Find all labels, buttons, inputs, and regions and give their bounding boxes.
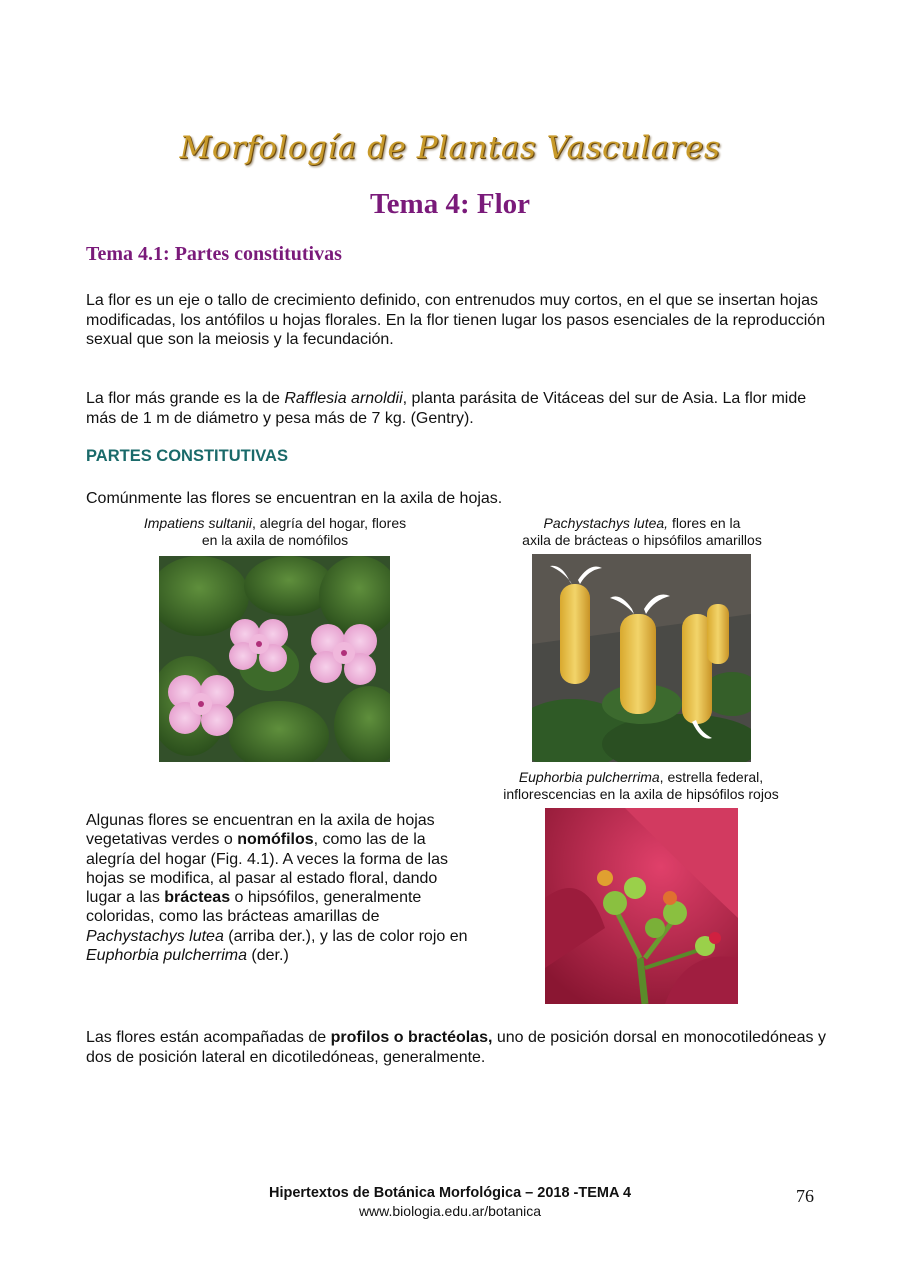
lead-paragraph: Comúnmente las flores se encuentran en la axila de hojas.: [86, 490, 503, 507]
page-title: Tema 4: Flor: [369, 188, 530, 220]
subtitle: Tema 4.1: Partes constitutivas: [86, 243, 342, 265]
pachystachys-photo: [532, 554, 751, 762]
side-paragraph: Algunas flores se encuentran en la axila de hojas vegetativas verdes o nomófilos, como las de la alegría del hogar (Fig. 4.1). A veces la forma de las hojas se modifica, al pasar al estado floral, dando lugar a las brácteas o hipsófilos, generalmente coloridas, como las brácteas amarillas de Pachystachys lutea (arriba der.), y las de color rojo en Euphorbia pulcherrima (der.): [86, 812, 468, 965]
section-heading: PARTES CONSTITUTIVAS: [86, 447, 288, 465]
intro-paragraph-1: La flor es un eje o tallo de crecimiento definido, con entrenudos muy cortos, en el que se insertan hojas modificadas, los antófilos u hojas florales. En la flor tienen lugar los pasos esenciales de la reproducción sexual que son la meiosis y la fecundación.: [86, 292, 826, 348]
banner-logo: Morfología de Plantas Vasculares: [179, 130, 721, 166]
footer-url[interactable]: www.biologia.edu.ar/botanica: [358, 1203, 542, 1219]
impatiens-photo: [159, 556, 390, 762]
figure-caption-euphorbia: Euphorbia pulcherrima, estrella federal, inflorescencias en la axila de hipsófilos rojos: [503, 769, 779, 802]
footer-title: Hipertextos de Botánica Morfológica – 2018 -TEMA 4: [268, 1185, 632, 1201]
species-name: Rafflesia arnoldii: [284, 390, 403, 407]
figure-caption-impatiens: Impatiens sultanii, alegría del hogar, flores en la axila de nomófilos: [143, 515, 407, 548]
figure-caption-pachystachys: Pachystachys lutea, flores en la axila de brácteas o hipsófilos amarillos: [522, 515, 762, 548]
page-number: 76: [796, 1186, 814, 1206]
euphorbia-photo: [545, 808, 738, 1004]
closing-paragraph: Las flores están acompañadas de profilos o bractéolas, uno de posición dorsal en monocotiledóneas y dos de posición lateral en dicotiledóneas, generalmente.: [86, 1029, 826, 1066]
intro-paragraph-2: La flor más grande es la de Rafflesia arnoldii, planta parásita de Vitáceas del sur de Asia. La flor mide más de 1 m de diámetro y pesa más de 7 kg. (Gentry).: [86, 390, 807, 427]
